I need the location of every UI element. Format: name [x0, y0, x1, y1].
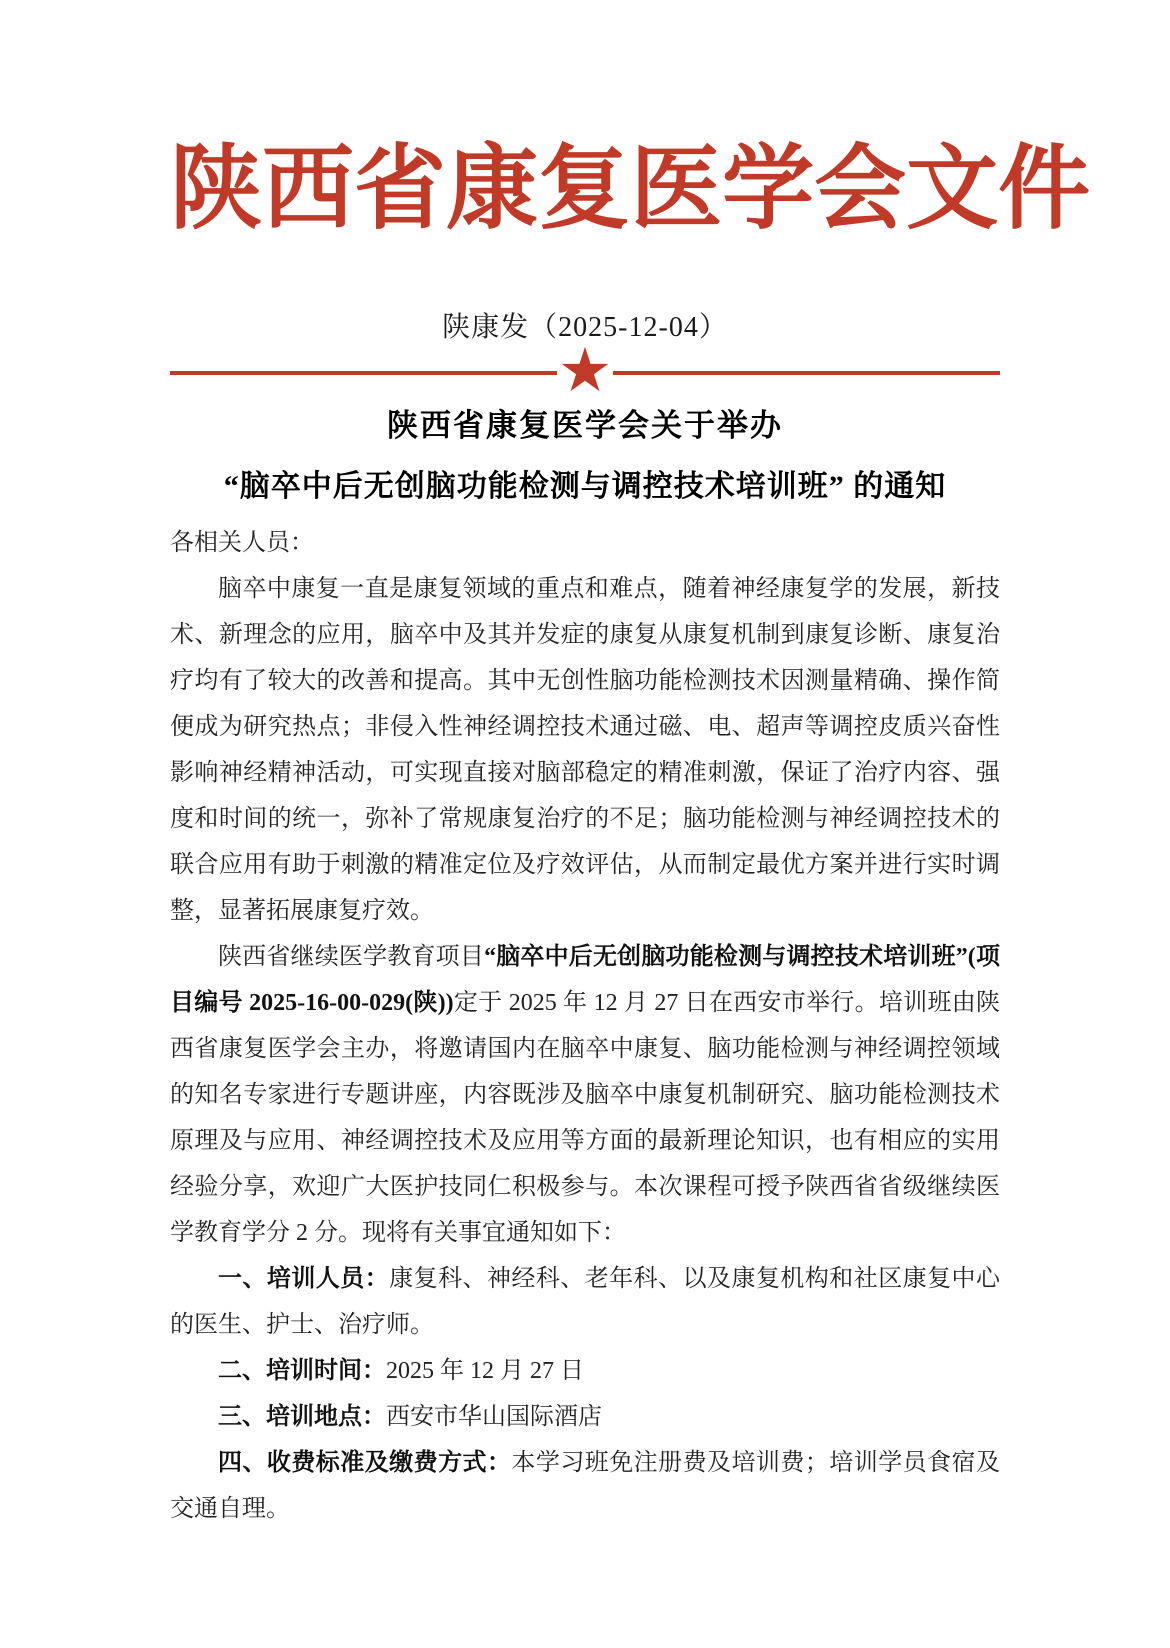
body-paragraph-2: [170, 934, 1000, 1256]
item-2-label: 二、培训时间：: [218, 1358, 386, 1384]
item-4-label: 四、收费标准及缴费方式：: [218, 1450, 512, 1476]
letterhead-org-title: 陕 西 省 康 复 医 学 会 文 件: [170, 138, 1091, 240]
item-1-label: 一、培训人员：: [218, 1266, 390, 1292]
salutation: 各相关人员：: [170, 530, 314, 556]
notice-title-line1: 陕西省康复医学会关于举办: [387, 408, 783, 443]
item-3-label: 三、培训地点：: [218, 1404, 386, 1430]
item-2-text: 2025 年 12 月 27 日: [386, 1358, 584, 1384]
notice-item-4: [170, 1440, 1000, 1532]
star-icon: ★: [560, 343, 610, 399]
notice-body: [170, 520, 1000, 1532]
divider-line-right: [613, 371, 1000, 375]
paragraph-2-intro: 陕西省继续医学教育项目: [218, 944, 485, 970]
notice-title-line2: “脑卒中后无创脑功能检测与调控技术培训班” 的通知: [223, 470, 947, 503]
red-divider: [170, 343, 1000, 399]
item-4-text: 本学习班免注册费及培训费；培训学员食宿及交通自理。: [170, 1450, 1001, 1522]
body-paragraph-1: [170, 566, 1000, 934]
paragraph-2-rest: 定于 2025 年 12 月 27 日在西安市举行。培训班由陕西省康复医学会主办，将邀请国内在脑卒中康复、脑功能检测与神经调控领域的知名专家进行专题讲座，内容既涉及脑卒中康复机制研究、脑功能检测技术原理及与应用、神经调控技术及应用等方面的最新理论知识，也有相应的实用经验分享，欢迎广大医护技同仁积极参与。本次课程可授予陕西省省级继续医学教育学分 2 分。现将有关事宜通知如下：: [170, 990, 1001, 1246]
document-number: 陕康发（2025-12-04）: [442, 312, 728, 343]
divider-line-left: [170, 371, 557, 375]
notice-item-1: [170, 1256, 1000, 1348]
item-1-text: 康复科、神经科、老年科、以及康复机构和社区康复中心的医生、护士、治疗师。: [170, 1266, 1001, 1338]
notice-item-3: [170, 1394, 1000, 1440]
document-content: [0, 140, 1170, 1532]
item-3-text: 西安市华山国际酒店: [386, 1404, 602, 1430]
paragraph-1-text: 脑卒中康复一直是康复领域的重点和难点，随着神经康复学的发展，新技术、新理念的应用，脑卒中及其并发症的康复从康复机制到康复诊断、康复治疗均有了较大的改善和提高。其中无创性脑功能检测技术因测量精确、操作简便成为研究热点；非侵入性神经调控技术通过磁、电、超声等调控皮质兴奋性影响神经精神活动，可实现直接对脑部稳定的精准刺激，保证了治疗内容、强度和时间的统一，弥补了常规康复治疗的不足；脑功能检测与神经调控技术的联合应用有助于刺激的精准定位及疗效评估，从而制定最优方案并进行实时调整，显著拓展康复疗效。: [170, 576, 1000, 924]
notice-item-2: [170, 1348, 1000, 1394]
paragraph-2-course-name-bold: “脑卒中后无创脑功能检测与调控技术培训班”(项目编号 2025-16-00-029(陕)): [170, 944, 1000, 1016]
